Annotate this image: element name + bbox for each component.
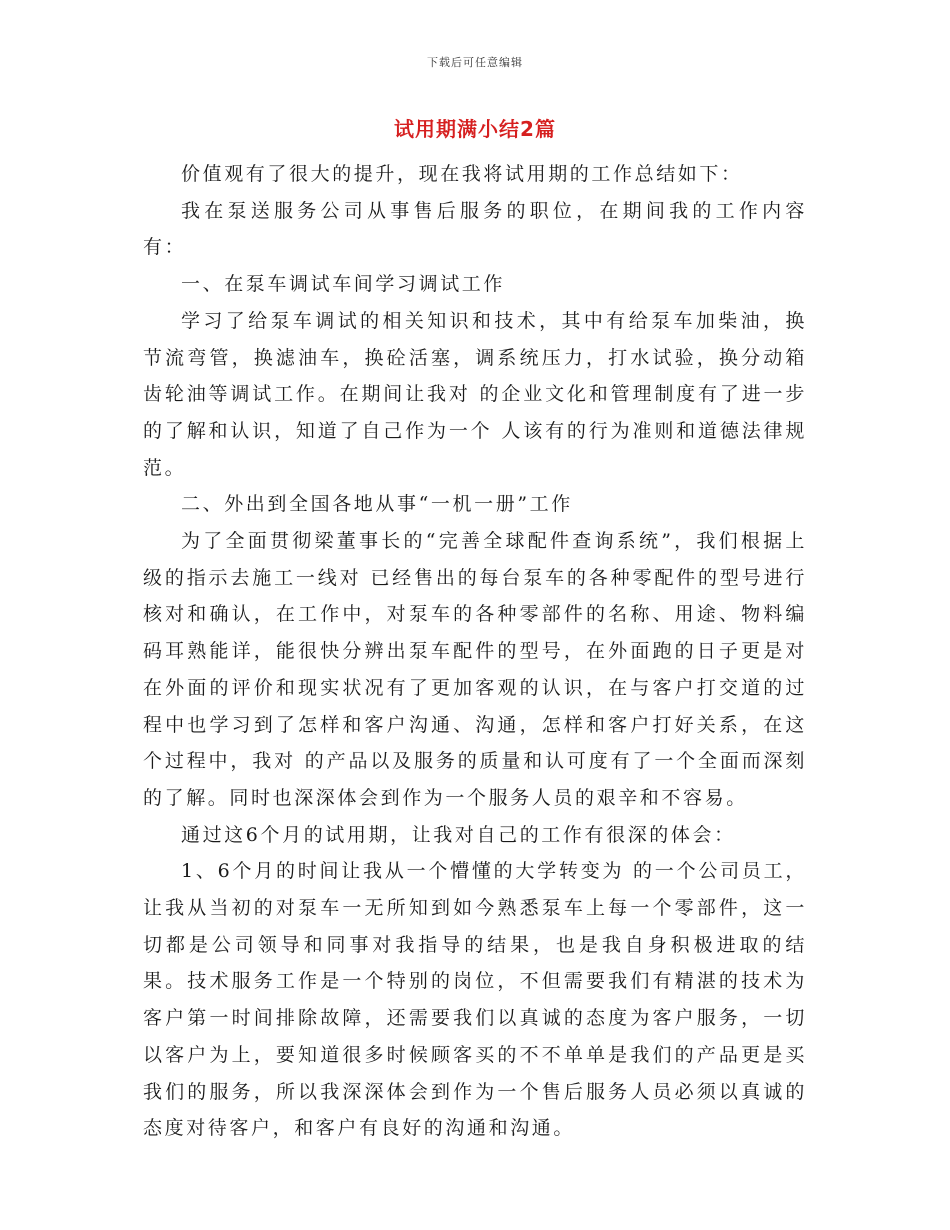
- header-note: 下载后可任意编辑: [427, 56, 523, 69]
- paragraph: 通过这6个月的试用期，让我对自己的工作有很深的体会：: [181, 823, 736, 846]
- paragraph: 我在泵送服务公司从事售后服务的职位，在期间我的工作内容有：: [143, 199, 807, 259]
- document-body: [143, 156, 807, 1147]
- section-heading: 二、外出到全国各地从事“一机一册”工作: [181, 493, 573, 516]
- section-heading: 一、在泵车调试车间学习调试工作: [181, 273, 506, 296]
- paragraph: 学习了给泵车调试的相关知识和技术，其中有给泵车加柴油，换节流弯管，换滤油车，换砼活塞，调系统压力，打水试验，换分动箱齿轮油等调试工作。在期间让我对 的企业文化和管理制度有了进一步的了解和认识，知道了自己作为一个 人该有的行为准则和道德法律规范。: [143, 309, 807, 479]
- paragraph: 价值观有了很大的提升，现在我将试用期的工作总结如下：: [181, 163, 743, 185]
- document-title: 试用期满小结2篇: [394, 117, 556, 141]
- paragraph: 1、6个月的时间让我从一个懵懂的大学转变为 的一个公司员工，让我从当初的对泵车一无所知到如今熟悉泵车上每一个零部件，这一切都是公司领导和同事对我指导的结果，也是我自身积极进取的结果。技术服务工作是一个特别的岗位，不但需要我们有精湛的技术为客户第一时间排除故障，还需要我们以真诚的态度为客户服务，一切以客户为上，要知道很多时候顾客买的不不单单是我们的产品更是买我们的服务，所以我深深体会到作为一个售后服务人员必须以真诚的态度对待客户，和客户有良好的沟通和沟通。: [143, 860, 807, 1140]
- paragraph: 为了全面贯彻梁董事长的“完善全球配件查询系统”，我们根据上级的指示去施工一线对 已经售出的每台泵车的各种零配件的型号进行核对和确认，在工作中，对泵车的各种零部件的名称、用途、物料编码耳熟能详，能很快分辨出泵车配件的型号，在外面跑的日子更是对 在外面的评价和现实状况有了更加客观的认识，在与客户打交道的过程中也学习到了怎样和客户沟通、沟通，怎样和客户打好关系，在这个过程中，我对 的产品以及服务的质量和认可度有了一个全面而深刻的了解。同时也深深体会到作为一个服务人员的艰辛和不容易。: [143, 530, 807, 809]
